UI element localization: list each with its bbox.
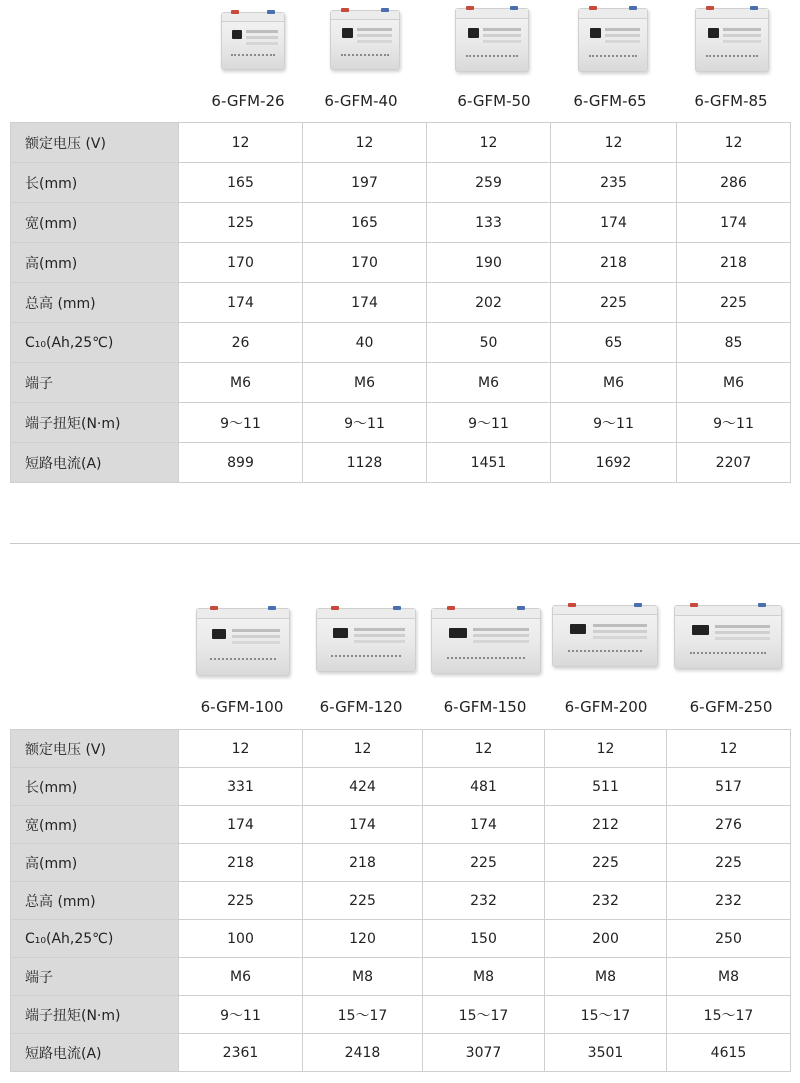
table-cell: 170 [179, 243, 303, 283]
table-cell: 250 [667, 920, 791, 958]
battery-image-6-gfm-250 [674, 605, 782, 669]
table-cell: 65 [551, 323, 677, 363]
table-cell: 218 [551, 243, 677, 283]
table-cell: 12 [303, 123, 427, 163]
table-row [11, 730, 791, 768]
table-cell: M6 [179, 958, 303, 996]
table-cell: 40 [303, 323, 427, 363]
battery-image-6-gfm-100 [196, 608, 290, 676]
row-label: 宽(mm) [11, 806, 179, 844]
table-cell: 9～11 [179, 996, 303, 1034]
table-cell: M8 [545, 958, 667, 996]
table-cell: 3077 [423, 1034, 545, 1072]
table-row [11, 123, 791, 163]
table-cell: 174 [677, 203, 791, 243]
row-label: 总高 (mm) [11, 283, 179, 323]
table-cell: 165 [303, 203, 427, 243]
table-cell: 225 [677, 283, 791, 323]
table-row [11, 283, 791, 323]
table-cell: 225 [303, 882, 423, 920]
table-cell: 165 [179, 163, 303, 203]
row-label: 端子扭矩(N·m) [11, 403, 179, 443]
table-cell: 15～17 [545, 996, 667, 1034]
table-cell: 9～11 [303, 403, 427, 443]
table-row [11, 768, 791, 806]
model-name: 6-GFM-150 [443, 698, 527, 716]
battery-image-6-gfm-200 [552, 605, 658, 667]
table-cell: 276 [667, 806, 791, 844]
table-cell: 12 [551, 123, 677, 163]
table-cell: 225 [423, 844, 545, 882]
battery-image-6-gfm-50 [455, 8, 529, 72]
table-row [11, 806, 791, 844]
table-cell: 174 [423, 806, 545, 844]
table-cell: 1128 [303, 443, 427, 483]
table-cell: 225 [545, 844, 667, 882]
table-cell: 1451 [427, 443, 551, 483]
table-cell: 12 [677, 123, 791, 163]
table-cell: 120 [303, 920, 423, 958]
row-label: C₁₀(Ah,25℃) [11, 920, 179, 958]
table-cell: 331 [179, 768, 303, 806]
table-cell: 150 [423, 920, 545, 958]
table-row [11, 882, 791, 920]
model-name: 6-GFM-100 [200, 698, 284, 716]
table-cell: 125 [179, 203, 303, 243]
table-row [11, 443, 791, 483]
row-label: 端子扭矩(N·m) [11, 996, 179, 1034]
table-row [11, 243, 791, 283]
table-cell: 2207 [677, 443, 791, 483]
table-cell: 899 [179, 443, 303, 483]
table-cell: 50 [427, 323, 551, 363]
table-cell: 2418 [303, 1034, 423, 1072]
battery-image-6-gfm-150 [431, 608, 541, 674]
row-label: 宽(mm) [11, 203, 179, 243]
table-cell: 9～11 [179, 403, 303, 443]
table-cell: 218 [677, 243, 791, 283]
table-cell: 517 [667, 768, 791, 806]
row-label: 长(mm) [11, 163, 179, 203]
table-cell: 15～17 [667, 996, 791, 1034]
row-label: 短路电流(A) [11, 1034, 179, 1072]
table-cell: 133 [427, 203, 551, 243]
table-cell: 12 [545, 730, 667, 768]
table-cell: M6 [427, 363, 551, 403]
table-cell: 9～11 [677, 403, 791, 443]
table-cell: M6 [551, 363, 677, 403]
table-cell: 225 [179, 882, 303, 920]
table-row [11, 323, 791, 363]
table-row [11, 844, 791, 882]
row-label: 总高 (mm) [11, 882, 179, 920]
model-name: 6-GFM-50 [457, 92, 531, 110]
table-cell: 174 [179, 806, 303, 844]
table-cell: 12 [427, 123, 551, 163]
table-cell: M8 [423, 958, 545, 996]
table-cell: 259 [427, 163, 551, 203]
table-cell: 212 [545, 806, 667, 844]
table-cell: 170 [303, 243, 427, 283]
model-name: 6-GFM-250 [689, 698, 773, 716]
row-label: 端子 [11, 958, 179, 996]
table-row [11, 996, 791, 1034]
table-cell: 511 [545, 768, 667, 806]
model-name: 6-GFM-40 [324, 92, 398, 110]
row-label: 高(mm) [11, 243, 179, 283]
table-cell: 218 [303, 844, 423, 882]
table-cell: 12 [179, 123, 303, 163]
battery-image-6-gfm-65 [578, 8, 648, 72]
spec-table-1 [10, 122, 791, 483]
table-row [11, 163, 791, 203]
table-cell: 9～11 [427, 403, 551, 443]
table-cell: 232 [423, 882, 545, 920]
table-cell: 12 [667, 730, 791, 768]
table-row [11, 403, 791, 443]
table-cell: 235 [551, 163, 677, 203]
table-cell: 174 [551, 203, 677, 243]
model-name: 6-GFM-65 [573, 92, 647, 110]
row-label: 额定电压 (V) [11, 730, 179, 768]
model-name: 6-GFM-200 [564, 698, 648, 716]
table-cell: 424 [303, 768, 423, 806]
model-name: 6-GFM-26 [211, 92, 285, 110]
battery-image-6-gfm-40 [330, 10, 400, 70]
table-cell: 218 [179, 844, 303, 882]
table-cell: M6 [303, 363, 427, 403]
battery-image-6-gfm-26 [221, 12, 285, 70]
battery-image-6-gfm-85 [695, 8, 769, 72]
table-cell: 1692 [551, 443, 677, 483]
table-cell: 15～17 [423, 996, 545, 1034]
model-name: 6-GFM-85 [694, 92, 768, 110]
table-row [11, 203, 791, 243]
table-cell: 202 [427, 283, 551, 323]
row-label: 额定电压 (V) [11, 123, 179, 163]
table-cell: 100 [179, 920, 303, 958]
table-cell: 85 [677, 323, 791, 363]
table-cell: 200 [545, 920, 667, 958]
row-label: 长(mm) [11, 768, 179, 806]
table-cell: 197 [303, 163, 427, 203]
table-cell: 225 [667, 844, 791, 882]
table-cell: 225 [551, 283, 677, 323]
table-cell: 174 [303, 806, 423, 844]
table-cell: 2361 [179, 1034, 303, 1072]
table-cell: M6 [179, 363, 303, 403]
model-name: 6-GFM-120 [319, 698, 403, 716]
table-cell: 4615 [667, 1034, 791, 1072]
table-cell: 15～17 [303, 996, 423, 1034]
table-cell: 26 [179, 323, 303, 363]
row-label: 端子 [11, 363, 179, 403]
table-cell: 12 [303, 730, 423, 768]
row-label: 高(mm) [11, 844, 179, 882]
table-cell: 232 [545, 882, 667, 920]
table-cell: M8 [303, 958, 423, 996]
table-cell: 481 [423, 768, 545, 806]
table-row [11, 363, 791, 403]
table-cell: M6 [677, 363, 791, 403]
section-divider [10, 543, 800, 544]
row-label: 短路电流(A) [11, 443, 179, 483]
table-cell: 12 [423, 730, 545, 768]
spec-table-2 [10, 729, 791, 1072]
table-cell: 9～11 [551, 403, 677, 443]
table-cell: 232 [667, 882, 791, 920]
table-row [11, 958, 791, 996]
table-cell: 190 [427, 243, 551, 283]
table-cell: 286 [677, 163, 791, 203]
table-cell: M8 [667, 958, 791, 996]
table-cell: 174 [303, 283, 427, 323]
table-row [11, 1034, 791, 1072]
row-label: C₁₀(Ah,25℃) [11, 323, 179, 363]
battery-image-6-gfm-120 [316, 608, 416, 672]
table-cell: 12 [179, 730, 303, 768]
table-row [11, 920, 791, 958]
table-cell: 174 [179, 283, 303, 323]
table-cell: 3501 [545, 1034, 667, 1072]
